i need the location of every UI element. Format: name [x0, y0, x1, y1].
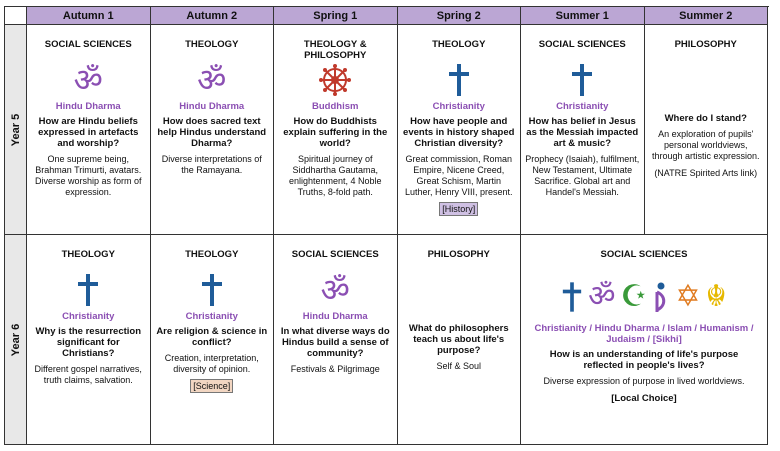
om-icon — [321, 273, 350, 307]
unit-religion: Christianity / Hindu Dharma / Islam / Humanism / Judaism / [Sikhi] — [534, 323, 754, 345]
unit-cell — [521, 25, 645, 235]
humanism-icon — [652, 280, 670, 314]
unit-subject: THEOLOGY — [185, 249, 239, 260]
unit-cell — [151, 25, 275, 235]
unit-subject: THEOLOGY — [432, 39, 486, 50]
unit-description: Diverse expression of purpose in lived worldviews. — [543, 376, 745, 386]
unit-question: How have people and events in history shaped Christian diversity? — [403, 116, 515, 149]
cross-icon — [200, 273, 224, 307]
unit-religion: Christianity — [62, 311, 115, 322]
unit-question: In what diverse ways do Hindus build a sense of community? — [280, 326, 390, 359]
unit-subject: SOCIAL SCIENCES — [538, 39, 626, 50]
unit-description: One supreme being, Brahman Trimurti, avatars. Diverse worship as form of expression. — [34, 154, 142, 197]
unit-link-note: (NATRE Spirited Arts link) — [654, 168, 758, 178]
om-glyph: ॐ — [320, 272, 350, 308]
unit-subject: THEOLOGY — [185, 39, 239, 50]
subject-link-tag: [History] — [439, 202, 478, 216]
unit-description: Spiritual journey of Siddhartha Gautama, enlightenment, 4 Noble Truths, 8-fold path. — [288, 154, 382, 197]
unit-religion: Hindu Dharma — [55, 101, 121, 112]
unit-cell — [398, 25, 522, 235]
unit-question: How do Buddhists explain suffering in the world? — [283, 116, 388, 149]
unit-description: Self & Soul — [436, 361, 482, 371]
star-of-david-icon: ✡ — [675, 280, 701, 313]
unit-cell — [645, 25, 769, 235]
col-header-summer-2: Summer 2 — [645, 7, 769, 25]
unit-subject: SOCIAL SCIENCES — [600, 249, 688, 260]
unit-religion: Christianity — [556, 101, 609, 112]
om-glyph: ॐ — [73, 62, 103, 98]
unit-cell — [151, 235, 275, 445]
unit-subject: PHILOSOPHY — [674, 39, 737, 50]
unit-description: An exploration of pupils' personal worldviews, through artistic expression. — [651, 129, 760, 161]
om-icon — [74, 63, 103, 97]
om-icon — [197, 63, 226, 97]
unit-religion: Christianity — [432, 101, 485, 112]
row-header-year-6 — [5, 235, 27, 445]
cross-icon — [570, 63, 594, 97]
corner-cell — [5, 7, 27, 25]
row-header-label: Year 6 — [9, 323, 22, 356]
col-header-spring-2: Spring 2 — [398, 7, 522, 25]
unit-question: How has belief in Jesus as the Messiah impacted art & music? — [526, 116, 639, 149]
unit-cell — [27, 25, 151, 235]
unit-cell-summer-combined — [521, 235, 768, 445]
unit-religion: Christianity — [185, 311, 238, 322]
unit-subject: THEOLOGY — [61, 249, 115, 260]
unit-question: How are Hindu beliefs expressed in artefacts and worship? — [38, 116, 139, 149]
crescent-icon: ☪ — [620, 280, 648, 313]
unit-cell — [27, 235, 151, 445]
col-header-autumn-1: Autumn 1 — [27, 7, 151, 25]
unit-religion: Hindu Dharma — [302, 311, 368, 322]
row-header-label: Year 5 — [9, 113, 22, 146]
om-icon: ॐ — [588, 280, 616, 313]
unit-subject: SOCIAL SCIENCES — [291, 249, 379, 260]
unit-description: Diverse interpretations of the Ramayana. — [161, 154, 262, 175]
unit-description: Creation, interpretation, diversity of opinion. — [164, 353, 259, 374]
unit-religion: Buddhism — [312, 101, 359, 112]
col-header-autumn-2: Autumn 2 — [151, 7, 275, 25]
unit-description: Prophecy (Isaiah), fulfilment, New Testament, Ultimate Sacrifice. Global art and Handel's Messiah. — [525, 154, 640, 197]
worldview-icons — [561, 277, 727, 317]
unit-subject: PHILOSOPHY — [427, 249, 490, 260]
unit-subject: THEOLOGY & PHILOSOPHY — [303, 39, 367, 61]
subject-link-tag: [Science] — [190, 379, 233, 393]
khanda-icon: ☬ — [705, 280, 727, 313]
curriculum-grid — [4, 6, 769, 445]
unit-cell — [274, 235, 398, 445]
cross-icon — [76, 273, 100, 307]
col-header-summer-1: Summer 1 — [521, 7, 645, 25]
unit-question: Are religion & science in conflict? — [156, 326, 268, 348]
cross-icon — [447, 63, 471, 97]
cross-icon — [561, 280, 583, 314]
unit-question: How is an understanding of life's purpose reflected in people's lives? — [549, 349, 739, 371]
col-header-spring-1: Spring 1 — [274, 7, 398, 25]
om-glyph: ॐ — [197, 62, 227, 98]
unit-question: What do philosophers teach us about life's purpose? — [408, 323, 509, 356]
local-choice-tag: [Local Choice] — [611, 393, 677, 404]
unit-question: Where do I stand? — [664, 113, 747, 124]
unit-description: Great commission, Roman Empire, Nicene Creed, Great Schism, Martin Luther, Henry VIII, present. — [404, 154, 513, 197]
unit-subject: SOCIAL SCIENCES — [44, 39, 132, 50]
unit-description: Different gospel narratives, truth claims, salvation. — [34, 364, 142, 385]
unit-description: Festivals & Pilgrimage — [290, 364, 380, 374]
unit-question: Why is the resurrection significant for Christians? — [35, 326, 142, 359]
dharma-wheel-icon — [318, 63, 352, 97]
unit-question: How does sacred text help Hindus understand Dharma? — [157, 116, 267, 149]
unit-religion: Hindu Dharma — [179, 101, 245, 112]
row-header-year-5 — [5, 25, 27, 235]
unit-cell — [274, 25, 398, 235]
unit-cell — [398, 235, 522, 445]
